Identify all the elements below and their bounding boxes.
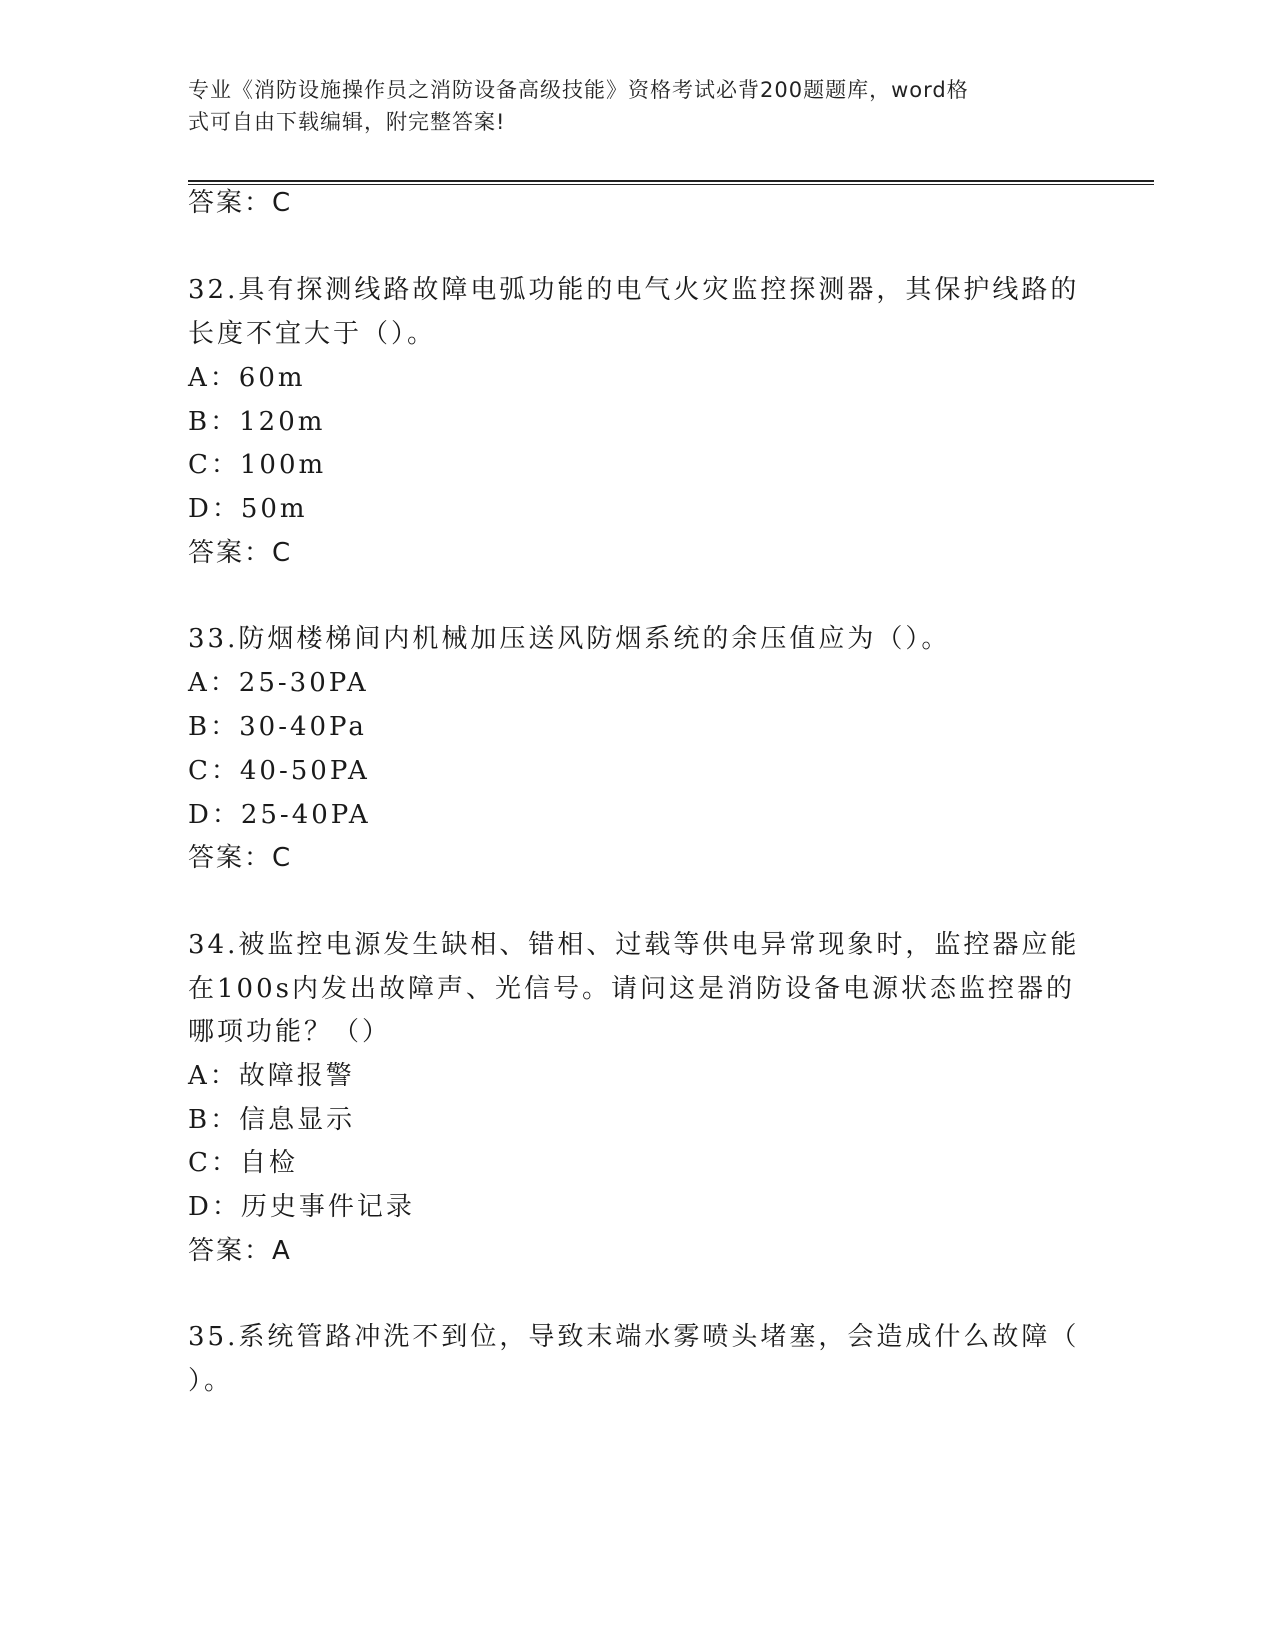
header-divider xyxy=(188,180,1154,185)
question-34-stem-line-1: 34.被监控电源发生缺相、错相、过载等供电异常现象时，监控器应能 xyxy=(188,930,1080,960)
question-32-option-b: B：120m xyxy=(188,407,326,437)
answer-line: 答案：C xyxy=(188,188,293,218)
question-34-answer: 答案：A xyxy=(188,1236,292,1266)
question-33-option-c: C：40-50PA xyxy=(188,756,370,786)
question-33-answer: 答案：C xyxy=(188,843,293,873)
header-line-1: 专业《消防设施操作员之消防设备高级技能》资格考试必背200题题库，word格 xyxy=(188,78,969,102)
question-35-stem-line-1: 35.系统管路冲洗不到位，导致末端水雾喷头堵塞，会造成什么故障（ xyxy=(188,1322,1080,1352)
question-33-option-d: D：25-40PA xyxy=(188,800,371,830)
question-32-option-d: D：50m xyxy=(188,494,308,524)
question-34-stem-line-3: 哪项功能？（） xyxy=(188,1017,392,1047)
question-34-option-b: B：信息显示 xyxy=(188,1105,356,1135)
question-34-option-c: C：自检 xyxy=(188,1148,298,1178)
question-32-option-c: C：100m xyxy=(188,450,327,480)
question-33-option-b: B：30-40Pa xyxy=(188,712,367,742)
question-32-answer: 答案：C xyxy=(188,538,293,568)
question-32-stem-line-2: 长度不宜大于（）。 xyxy=(188,319,437,349)
question-34-stem-line-2: 在100s内发出故障声、光信号。请问这是消防设备电源状态监控器的 xyxy=(188,974,1075,1004)
question-32-option-a: A：60m xyxy=(188,363,306,393)
question-34-option-a: A：故障报警 xyxy=(188,1061,355,1091)
question-34-option-d: D：历史事件记录 xyxy=(188,1192,415,1222)
document-header xyxy=(188,74,1068,138)
question-33-stem-line-1: 33.防烟楼梯间内机械加压送风防烟系统的余压值应为（）。 xyxy=(188,624,951,654)
question-33-option-a: A：25-30PA xyxy=(188,668,369,698)
question-32-stem-line-1: 32.具有探测线路故障电弧功能的电气火灾监控探测器，其保护线路的 xyxy=(188,275,1080,305)
question-35-stem-line-2: ）。 xyxy=(188,1366,234,1396)
header-line-2: 式可自由下载编辑，附完整答案! xyxy=(188,110,506,134)
